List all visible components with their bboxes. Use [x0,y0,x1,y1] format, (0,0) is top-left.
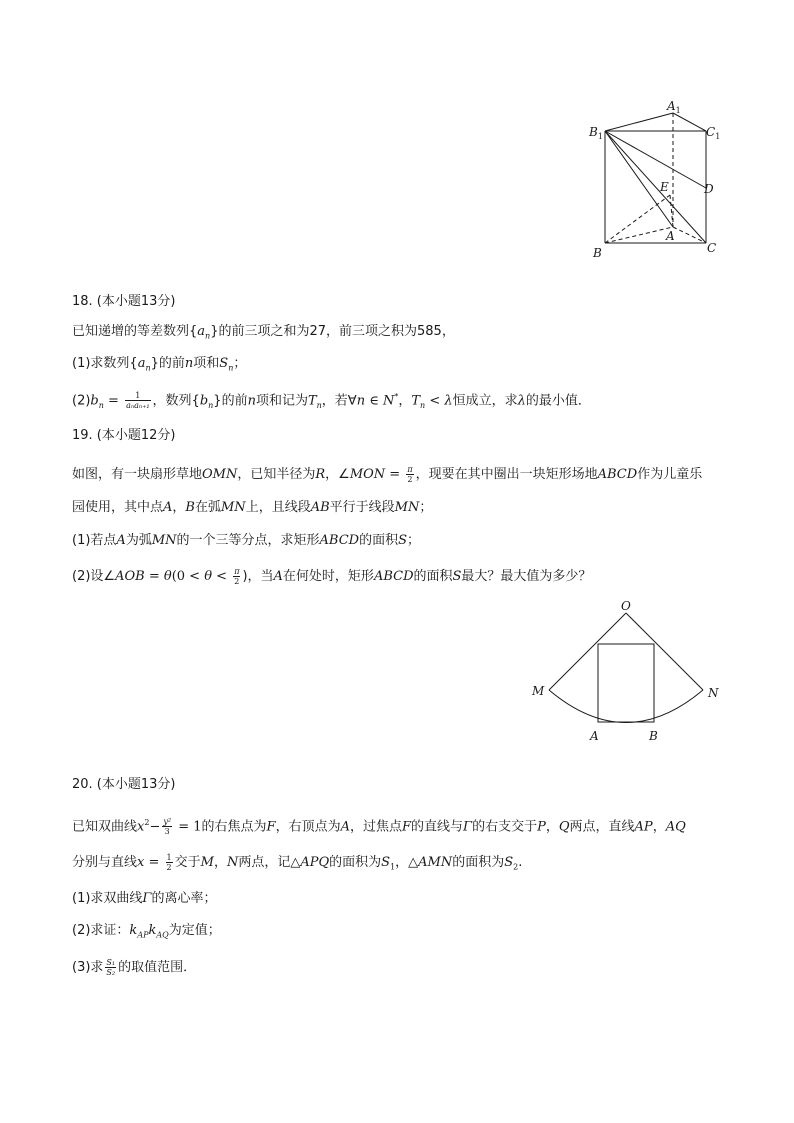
label-M: M [532,684,545,698]
radius-ON [626,613,703,690]
q19-header: 19. (本小题12分) [72,428,176,443]
segment-B1A [605,131,673,227]
q20-part3: (3)求 $\frac{\text{S₁}}{\text{S₂}}$ 的取值范围． [72,958,197,977]
q19-part1: (1)若点A为弧MN的一个三等分点，求矩形ABCD的面积S； [72,533,421,548]
radius-OM [549,613,626,690]
q19-stem-line1: 如图，有一块扇形草地OMN，已知半径为R，∠MON = $\frac{\pi}{2}$ ，现要在其中圈出一块矩形场地ABCD作为儿童乐 [72,465,703,484]
q20-hyperbola-fraction: $\frac{\text{y²}}{3}$ [163,817,172,837]
q18-header: 18. (本小题13分) [72,294,176,309]
label-B: B [593,246,602,260]
segment-BE [605,195,670,243]
rectangle-ABCD [598,644,654,722]
label-B1: $B_1$ [589,125,603,141]
q20-part2: (2)求证：$k_{AP}k_{AQ}$为定值； [72,923,221,940]
edge-A1C1 [673,113,706,131]
arc-MN [549,690,703,723]
label-A: A [666,229,675,243]
q20-line-fraction: $\frac{1}{2}$ [166,853,172,872]
label-O: O [621,599,631,613]
q19-fraction: $\frac{\pi}{2}$ [407,465,413,484]
sector-figure [525,595,730,750]
label-C1: $C_1$ [706,125,721,141]
edge-BA [605,227,673,243]
label-A-sector: A [590,729,599,743]
label-B-sector: B [649,729,658,743]
q19-part2-fraction: $\frac{\pi}{2}$ [234,567,240,586]
edge-B1A1 [605,113,673,131]
q18-part1: (1)求数列$\{a_n\}$的前n项和$S_n$； [72,356,247,373]
label-E: E [660,180,669,194]
q19-stem-line2: 园使用，其中点A，B在弧MN上，且线段AB平行于线段MN； [72,500,433,515]
q18-stem: 已知递增的等差数列$\{a_n\}$的前三项之和为27，前三项之积为585， [72,324,455,341]
label-D: D [704,182,714,196]
label-N: N [708,686,719,700]
q20-header: 20. (本小题13分) [72,777,176,792]
q18-fraction: $\frac{1}{\text{aₙaₙ₊₁}}$ [126,391,150,411]
q19-part2: (2)设∠AOB = θ(0 < θ < $\frac{\pi}{2}$ )，当A在何处时，矩形ABCD的面积S最大？最大值为多少？ [72,567,592,586]
q20-stem-line1: 已知双曲线$x^2-$ $\frac{\text{y²}}{3}$ = 1的右焦点为F，右顶点为A，过焦点F的直线与Γ的右支交于P，Q两点，直线AP，AQ [72,817,686,837]
prism-figure [580,95,730,265]
q20-stem-line2: 分别与直线x = $\frac{1}{2}$ 交于M，N两点，记△APQ的面积为$S_1$，△AMN的面积为$S_2$. [72,853,523,872]
q20-ratio-fraction: $\frac{\text{S₁}}{\text{S₂}}$ [106,958,116,977]
label-C: C [707,241,717,255]
label-A1: $A_1$ [667,99,681,115]
edge-AC [673,227,706,243]
q18-part2: $(2)b_n$ = $\frac{1}{\text{aₙaₙ₊₁}}$ ，数列$\{b_n\}$的前n项和记为$T_n$，若∀n ∈ N*，$T_n < \lambda$恒成立，求λ的最小值． [72,391,591,411]
segment-B1D [605,131,706,188]
segment-B1C [605,131,706,243]
q20-part1: (1)求双曲线Γ的离心率； [72,891,217,906]
